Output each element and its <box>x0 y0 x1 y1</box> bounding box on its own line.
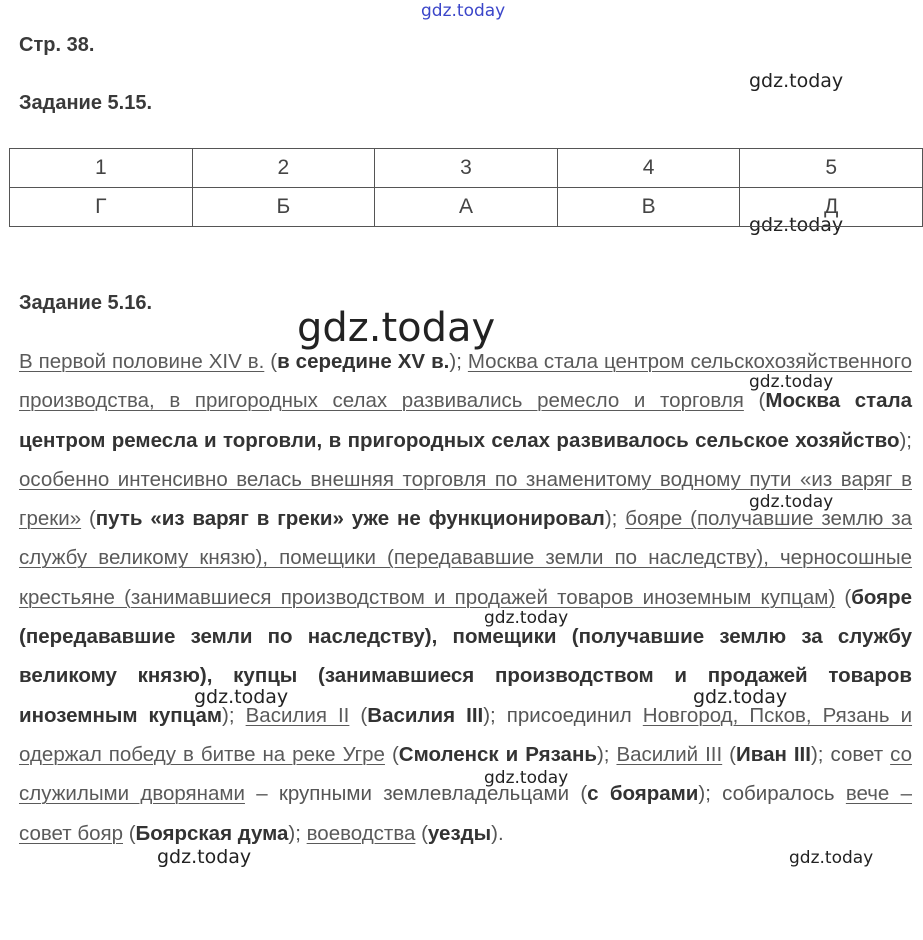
plain-text: ( <box>743 389 766 413</box>
watermark-large: gdz.today <box>297 305 496 351</box>
corrected-text: Иван III <box>736 742 811 766</box>
task-516-title: Задание 5.16. <box>19 292 153 314</box>
watermark: gdz.today <box>789 848 874 868</box>
table-answer-cell: Г <box>10 188 193 227</box>
page-number: Стр. 38. <box>19 34 95 56</box>
underlined-error-text: особенно интенсивно велась внешняя торговля по знаменитому водному пути «из варяг в греки» <box>19 467 912 531</box>
underlined-error-text: бояре (получавшие землю за службу великому князю), помещики (передававшие земли по наследству), черносошные крестьяне (занимавшиеся производством и продажей товаров иноземным купцам) <box>19 507 913 609</box>
underlined-error-text: вече – совет бояр <box>19 782 912 845</box>
plain-text: ( <box>123 821 136 845</box>
corrected-text: Смоленск и Рязань <box>398 742 597 766</box>
watermark: gdz.today <box>749 492 834 512</box>
plain-text: ); присоединил <box>483 703 643 727</box>
corrected-text: Боярская дума <box>135 821 289 845</box>
table-header-cell: 3 <box>375 149 558 188</box>
plain-text: ( <box>722 742 737 766</box>
underlined-error-text: В первой половине XIV в. <box>19 350 265 373</box>
table-header-cell: 4 <box>557 149 740 188</box>
corrected-text: путь «из варяг в греки» уже не функционировал <box>95 507 605 531</box>
task-516-body <box>19 342 912 853</box>
watermark: gdz.today <box>484 768 569 788</box>
corrected-text: с боярами <box>587 782 699 806</box>
plain-text: ); <box>449 350 468 373</box>
plain-text: ); <box>288 821 307 845</box>
plain-text: ); <box>222 703 246 727</box>
corrected-text: Василия III <box>367 703 484 727</box>
watermark: gdz.today <box>749 214 844 236</box>
corrected-text: в середине XV в. <box>277 350 450 373</box>
plain-text: ( <box>81 507 96 531</box>
corrected-text: бояре (передававшие земли по наследству), помещики (получавшие землю за службу великому князю), купцы (занимавшиеся производством и продажей товаров иноземным купцам <box>19 585 912 727</box>
plain-text: ( <box>349 703 368 727</box>
plain-text: ); <box>596 742 617 766</box>
table-answer-cell: А <box>375 188 558 227</box>
underlined-error-text: воеводства <box>306 821 416 845</box>
watermark: gdz.today <box>194 686 289 708</box>
table-answer-cell: Б <box>192 188 375 227</box>
answer-table <box>9 148 923 227</box>
plain-text: ( <box>835 585 852 609</box>
corrected-text: уезды <box>427 821 492 845</box>
table-answer-cell: В <box>557 188 740 227</box>
watermark-top: gdz.today <box>421 1 506 21</box>
watermark: gdz.today <box>157 846 252 868</box>
watermark: gdz.today <box>749 372 834 392</box>
underlined-error-text: Василий III <box>616 742 723 766</box>
answer-table-header-row <box>10 149 923 188</box>
plain-text: ( <box>415 821 428 845</box>
task-515-title: Задание 5.15. <box>19 92 153 114</box>
table-header-cell: 1 <box>10 149 193 188</box>
plain-text: ); совет <box>810 742 891 766</box>
plain-text: – крупными землевладельцами ( <box>244 782 588 806</box>
answer-table-answer-row <box>10 188 923 227</box>
plain-text: ); собиралось <box>698 782 846 806</box>
underlined-error-text: Москва стала центром сельскохозяйственного производства, в пригородных селах развивались ремесло и торговля <box>19 350 913 413</box>
underlined-error-text: Василия II <box>245 703 350 727</box>
plain-text: ( <box>384 742 399 766</box>
plain-text: ); <box>899 428 912 452</box>
underlined-error-text: Новгород, Псков, Рязань и одержал победу в битве на реке Угре <box>19 703 913 766</box>
watermark: gdz.today <box>484 608 569 628</box>
plain-text: ); <box>604 507 626 531</box>
plain-text: ( <box>264 350 278 373</box>
table-header-cell: 2 <box>192 149 375 188</box>
underlined-error-text: со служилыми дворянами <box>19 742 912 806</box>
corrected-text: Москва стала центром ремесла и торговли, в пригородных селах развивалось сельское хозяйство <box>19 389 913 452</box>
table-answer-cell: Д <box>740 188 923 227</box>
plain-text: ). <box>491 821 504 845</box>
watermark: gdz.today <box>693 686 788 708</box>
table-header-cell: 5 <box>740 149 923 188</box>
watermark: gdz.today <box>749 70 844 92</box>
